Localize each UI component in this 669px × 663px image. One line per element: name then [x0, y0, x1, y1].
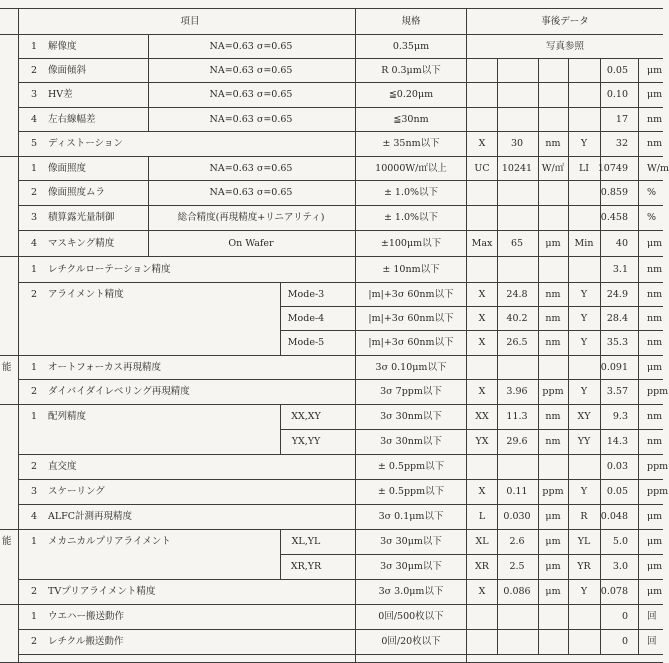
result-value-2: 0.091 [600, 361, 628, 373]
result-value-2: 0.03 [606, 461, 628, 472]
item-name: 像面照度ムラ [48, 187, 106, 198]
spec-value: ± 1.0%以下 [383, 187, 439, 198]
spec-value: 10000W/㎡以上 [375, 162, 447, 174]
group-label: 能 [2, 535, 12, 547]
item-number: 4 [31, 511, 38, 522]
item-condition: NA=0.63 σ=0.65 [209, 40, 293, 52]
result-unit-2: μm [647, 586, 663, 597]
result-unit-2: W/m [647, 162, 669, 174]
result-value-2: 5.0 [612, 536, 628, 547]
row-divider [18, 629, 663, 630]
result-label-1: X [478, 486, 486, 497]
result-unit-1: ppm [542, 486, 564, 497]
result-note: 写真参照 [545, 40, 585, 52]
result-value-2: 0.10 [606, 89, 628, 100]
result-value-2: 10749 [597, 162, 628, 174]
spec-value: ± 10nm以下 [382, 263, 440, 275]
spec-value: ± 0.5ppm以下 [377, 486, 445, 497]
result-label-2: Y [580, 586, 588, 597]
row-divider [18, 205, 663, 206]
item-number: 1 [31, 263, 38, 275]
result-unit-1: nm [545, 312, 561, 324]
header-result: 事後データ [541, 15, 589, 27]
result-unit-2: ppm [647, 386, 669, 397]
item-name: ウエハー搬送動作 [48, 611, 125, 622]
result-value-1: 40.2 [506, 312, 528, 324]
condition-column-border [148, 34, 149, 131]
row-divider [18, 58, 663, 59]
result-value-1: 2.5 [509, 561, 525, 572]
item-name: ALFC計測再現精度 [48, 511, 133, 522]
item-condition: NA=0.63 σ=0.65 [209, 64, 293, 76]
header-item: 項目 [180, 15, 200, 27]
spec-value: |m|+3σ 60nm以下 [368, 337, 454, 348]
item-name: メカニカルプリアライメント [48, 536, 171, 547]
spec-column-right-border [466, 8, 467, 662]
result-unit-1: μm [545, 561, 561, 572]
item-name: 配列精度 [48, 411, 87, 422]
spec-value: 0回/500枚以下 [378, 611, 444, 622]
result-label-1: X [478, 337, 486, 348]
spec-value: 3σ 30nm以下 [380, 436, 442, 447]
result-label-1: XR [475, 561, 489, 572]
item-condition: Mode-4 [287, 312, 325, 324]
result-label-2: Y [580, 386, 588, 397]
result-unit-2: μm [647, 536, 663, 547]
item-name: 積算露光量制御 [48, 212, 115, 223]
condition-column-border [148, 156, 149, 256]
spec-value: ± 35nm以下 [382, 138, 440, 149]
row-divider [18, 180, 663, 181]
result-value-2: 0.859 [600, 187, 628, 198]
result-value-2: 0.05 [606, 64, 628, 76]
item-number: 2 [31, 288, 38, 300]
result-label-2: R [580, 511, 588, 522]
mode-column-border [280, 529, 281, 579]
result-value-2: 0 [621, 611, 628, 622]
row-divider [280, 554, 663, 555]
result-value-2: 0.048 [600, 511, 628, 522]
item-number: 1 [31, 611, 38, 622]
result-unit-2: μm [647, 64, 663, 76]
result-value2-border [638, 58, 639, 654]
row-divider [0, 529, 663, 530]
result-label-2: Y [580, 486, 588, 497]
row-divider [18, 230, 663, 231]
row-divider [18, 107, 663, 108]
result-label-1: X [478, 386, 486, 397]
result-value-1: 30 [510, 138, 524, 149]
item-condition: XL,YL [291, 536, 321, 547]
item-name: マスキング精度 [48, 237, 115, 249]
item-condition: XX,XY [291, 411, 321, 422]
spec-value: ± 1.0%以下 [383, 212, 439, 223]
result-value-2: 40 [615, 237, 628, 249]
row-divider [18, 579, 663, 580]
item-condition: NA=0.63 σ=0.65 [209, 113, 293, 125]
spec-value: |m|+3σ 60nm以下 [368, 288, 454, 300]
mode-column-border [280, 282, 281, 355]
row-divider [0, 156, 663, 157]
result-value-2: 0 [621, 636, 628, 647]
item-name: スケーリング [48, 486, 105, 497]
spec-value: |m|+3σ 60nm以下 [368, 312, 454, 324]
row-divider [18, 654, 663, 655]
result-value-2: 0.458 [600, 212, 628, 223]
item-number: 2 [31, 187, 38, 198]
result-unit-2: nm [647, 312, 663, 324]
result-label-1: X [478, 288, 486, 300]
spec-value: ± 0.5ppm以下 [377, 461, 445, 472]
result-value-1: 2.6 [509, 536, 525, 547]
spec-value: ≦0.20μm [388, 89, 434, 100]
result-value-1: 11.3 [506, 411, 528, 422]
result-value-2: 24.9 [606, 288, 628, 300]
group-label: 能 [2, 361, 12, 373]
result-unit-1: μm [545, 586, 561, 597]
result-unit-1: μm [545, 237, 561, 249]
row-divider [0, 604, 663, 605]
result-unit-1: W/㎡ [541, 162, 565, 174]
row-divider [18, 82, 663, 83]
spec-value: 3σ 7ppm以下 [380, 386, 442, 397]
item-condition: Mode-5 [287, 337, 325, 348]
item-number: 2 [31, 386, 38, 397]
spec-column-left-border [355, 8, 356, 662]
result-unit-2: nm [647, 138, 663, 149]
result-unit-2: % [647, 187, 657, 198]
spec-value: 3σ 30μm以下 [380, 536, 442, 547]
item-number: 2 [31, 586, 38, 597]
result-value-2: 17 [615, 113, 628, 125]
row-divider [280, 306, 663, 307]
result-label-1: XL [475, 536, 489, 547]
header-spec: 規格 [401, 15, 421, 27]
result-label-2: XY [577, 411, 591, 422]
item-name: レチクルローテーション精度 [48, 263, 171, 275]
result-label-1: X [478, 586, 486, 597]
result-label-1: YX [475, 436, 489, 447]
result-unit1-border [568, 58, 569, 654]
row-divider [0, 355, 663, 356]
result-value-2: 3.0 [612, 561, 628, 572]
item-name: 解像度 [48, 40, 77, 52]
row-divider [18, 479, 663, 480]
item-number: 1 [31, 40, 38, 52]
row-divider [18, 282, 663, 283]
result-unit-1: nm [545, 411, 561, 422]
result-unit-2: nm [647, 411, 663, 422]
item-number: 3 [31, 486, 38, 497]
item-number: 1 [31, 536, 38, 547]
item-name: HV差 [48, 89, 73, 100]
item-number: 2 [31, 636, 38, 647]
result-value-1: 0.030 [503, 511, 531, 522]
result-unit-2: nm [647, 263, 663, 275]
mode-column-border [280, 404, 281, 454]
result-value-2: 3.57 [606, 386, 628, 397]
item-name: 直交度 [48, 461, 77, 472]
result-label-1: X [478, 312, 486, 324]
item-name: アライメント精度 [48, 288, 124, 300]
spec-value: ≦30nm [393, 113, 429, 125]
result-unit-2: 回 [647, 611, 657, 622]
row-divider [18, 504, 663, 505]
spec-value: 3σ 30nm以下 [380, 411, 442, 422]
spec-value: R 0.3μm以下 [381, 64, 441, 76]
result-unit-1: μm [545, 511, 561, 522]
result-unit-2: nm [647, 436, 663, 447]
row-divider [18, 379, 663, 380]
result-value-2: 14.3 [606, 436, 628, 447]
spec-value: 3σ 0.1μm以下 [378, 511, 444, 522]
result-label-1: UC [474, 162, 490, 174]
result-label-1: XX [475, 411, 489, 422]
result-value-1: 24.8 [506, 288, 528, 300]
item-name: 像面傾斜 [48, 64, 87, 76]
result-value-2: 9.3 [612, 411, 628, 422]
item-name: オートフォーカス再現精度 [48, 361, 162, 373]
item-number: 4 [31, 113, 38, 125]
result-label-2: YR [577, 561, 591, 572]
row-divider [280, 429, 663, 430]
result-value-2: 0.05 [606, 486, 628, 497]
result-value-2: 35.3 [606, 337, 628, 348]
item-name: レチクル搬送動作 [48, 636, 124, 647]
result-unit-2: ppm [647, 486, 669, 497]
result-label-2: Y [580, 138, 588, 149]
result-value1-border [538, 58, 539, 654]
spec-value: ±100μm以下 [380, 237, 442, 249]
item-condition: NA=0.63 σ=0.65 [209, 89, 293, 100]
result-value-2: 32 [615, 138, 628, 149]
row-divider [0, 256, 663, 257]
result-label-2: Min [574, 237, 594, 249]
result-value-1: 0.086 [503, 586, 531, 597]
result-label1-border [497, 58, 498, 654]
result-unit-2: ppm [647, 461, 669, 472]
result-unit-1: nm [545, 288, 561, 300]
item-number: 3 [31, 212, 38, 223]
result-value-1: 3.96 [506, 386, 528, 397]
item-condition: Mode-3 [287, 288, 325, 300]
result-label-2: YL [577, 536, 591, 547]
item-number: 1 [31, 361, 38, 373]
result-label-1: L [478, 511, 486, 522]
item-condition: On Wafer [228, 237, 274, 249]
table-top-border [0, 8, 663, 9]
result-label-1: Max [471, 237, 493, 249]
result-unit-2: % [647, 212, 657, 223]
result-unit-1: nm [545, 138, 561, 149]
spec-value: 3σ 0.10μm以下 [375, 361, 447, 373]
header-bottom-border [0, 34, 663, 35]
result-label-2: YY [577, 436, 591, 447]
result-unit-2: nm [647, 113, 663, 125]
result-label-2: Y [580, 288, 588, 300]
item-number: 1 [31, 411, 38, 422]
item-number: 3 [31, 89, 38, 100]
result-value-1: 65 [510, 237, 524, 249]
result-unit-2: μm [647, 89, 663, 100]
result-value-1: 10241 [501, 162, 533, 174]
spec-value: 3σ 3.0μm以下 [378, 586, 444, 597]
result-unit-2: μm [647, 561, 663, 572]
item-condition: 総合精度(再現精度+リニアリティ) [177, 212, 325, 223]
item-name: ダイバイダイレベリング再現精度 [48, 386, 190, 397]
item-condition: YX,YY [291, 436, 321, 447]
result-label-1: X [478, 138, 486, 149]
item-number: 1 [31, 162, 38, 174]
item-name: 像面照度 [48, 162, 87, 174]
result-unit-2: nm [647, 288, 663, 300]
spec-value: 3σ 30μm以下 [380, 561, 442, 572]
item-name: ディストーション [48, 138, 123, 149]
item-condition: NA=0.63 σ=0.65 [209, 187, 293, 198]
item-name: 左右線幅差 [48, 113, 96, 125]
spec-value: 0.35μm [392, 40, 430, 52]
result-unit-1: nm [545, 337, 561, 348]
result-unit-2: nm [647, 337, 663, 348]
item-number: 4 [31, 237, 38, 249]
result-label-2: Y [580, 312, 588, 324]
result-label-2: LI [578, 162, 590, 174]
row-divider [18, 454, 663, 455]
item-number: 2 [31, 64, 38, 76]
item-name: TVプリアライメント精度 [48, 586, 156, 597]
result-unit-1: μm [545, 536, 561, 547]
result-value-1: 0.11 [506, 486, 528, 497]
row-divider [280, 330, 663, 331]
result-value-2: 28.4 [606, 312, 628, 324]
result-unit-2: μm [647, 511, 663, 522]
result-value-1: 29.6 [506, 436, 528, 447]
result-label-2: Y [580, 337, 588, 348]
result-unit-2: μm [647, 237, 663, 249]
row-divider [0, 404, 663, 405]
result-unit-2: 回 [647, 636, 657, 647]
item-condition: NA=0.63 σ=0.65 [209, 162, 293, 174]
result-unit-1: nm [545, 436, 561, 447]
result-unit-2: μm [647, 361, 663, 373]
result-value-2: 0.078 [600, 586, 628, 597]
result-value-1: 26.5 [506, 337, 528, 348]
result-label2-border [600, 58, 601, 654]
item-condition: XR,YR [290, 561, 322, 572]
result-unit-1: ppm [542, 386, 564, 397]
result-value-2: 3.1 [612, 263, 628, 275]
group-column-border [18, 8, 19, 662]
row-divider [18, 131, 663, 132]
item-number: 2 [31, 461, 38, 472]
item-number: 5 [31, 138, 38, 149]
spec-value: 0回/20枚以下 [381, 636, 441, 647]
